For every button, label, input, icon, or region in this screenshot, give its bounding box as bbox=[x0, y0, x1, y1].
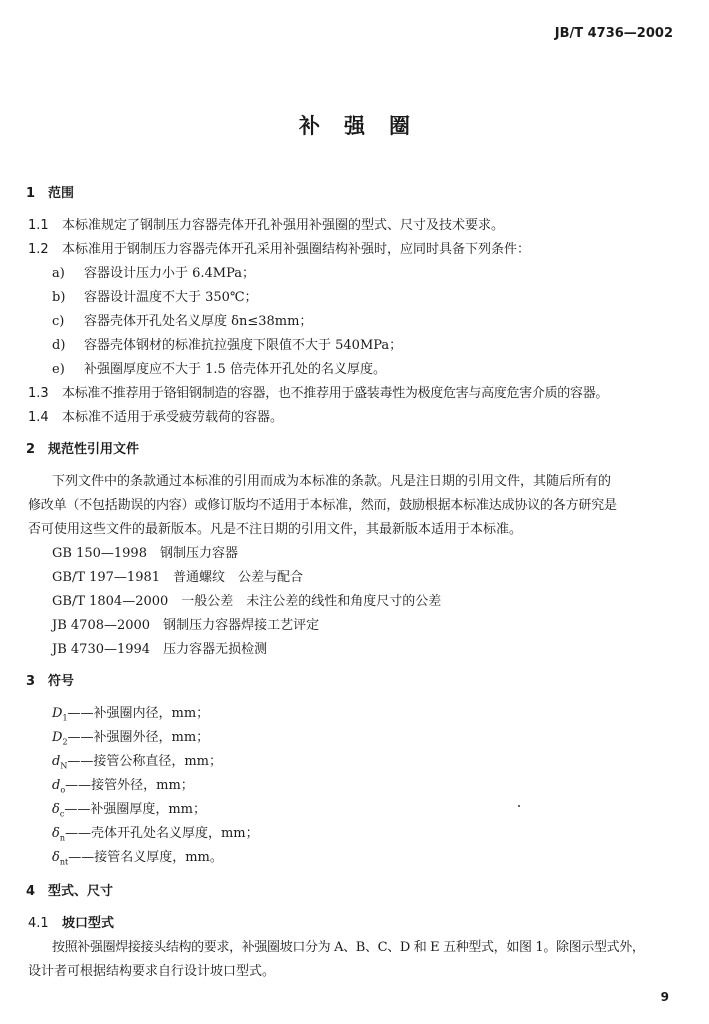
item-label: c) bbox=[52, 314, 65, 329]
reference-item: GB 150—1998 钢制压力容器 bbox=[52, 546, 238, 561]
reference-item: GB/T 1804—2000 一般公差 未注公差的线性和角度尺寸的公差 bbox=[52, 594, 442, 609]
clause-1-3 bbox=[28, 382, 608, 401]
clause-1-4 bbox=[28, 406, 283, 425]
symbol-subscript: nt bbox=[59, 857, 69, 867]
item-text: 容器壳体开孔处名义厚度 δn≤38mm； bbox=[84, 314, 313, 329]
clause-text: 本标准不推荐用于铬钼钢制造的容器，也不推荐用于盛装毒性为极度危害与高度危害介质的容器。 bbox=[62, 386, 609, 401]
symbol-definition bbox=[52, 822, 259, 843]
item-text: 容器壳体钢材的标准抗拉强度下限值不大于 540MPa； bbox=[84, 338, 403, 353]
section-number: 4 bbox=[26, 884, 36, 899]
section-title: 型式、尺寸 bbox=[48, 884, 114, 899]
page-number: 9 bbox=[660, 990, 669, 1004]
item-label: a) bbox=[52, 266, 65, 281]
clause-text: 本标准规定了钢制压力容器壳体开孔补强用补强圈的型式、尺寸及技术要求。 bbox=[62, 218, 505, 233]
clause-number: 4.1 bbox=[28, 916, 49, 931]
section-number: 3 bbox=[26, 674, 36, 689]
symbol-definition bbox=[52, 798, 206, 819]
list-item bbox=[52, 358, 386, 377]
clause-1-1 bbox=[28, 214, 504, 233]
symbol-definition bbox=[52, 726, 209, 747]
symbol-description: ——补强圈外径，mm； bbox=[67, 730, 210, 745]
clause-1-2 bbox=[28, 238, 530, 257]
clause-4-1-heading bbox=[28, 912, 114, 931]
symbol-definition bbox=[52, 750, 222, 771]
clause-number: 1.3 bbox=[28, 386, 49, 401]
clause-title: 坡口型式 bbox=[62, 916, 115, 931]
section-number: 1 bbox=[26, 186, 36, 201]
symbol: D bbox=[52, 706, 63, 721]
standard-code: JB/T 4736—2002 bbox=[554, 26, 673, 41]
paragraph-line: 下列文件中的条款通过本标准的引用而成为本标准的条款。凡是注日期的引用文件，其随后所有的 bbox=[52, 474, 612, 489]
list-item bbox=[52, 334, 402, 353]
item-label: d) bbox=[52, 338, 66, 353]
clause-number: 1.2 bbox=[28, 242, 49, 257]
symbol-subscript: 2 bbox=[62, 737, 68, 747]
clause-number: 1.1 bbox=[28, 218, 49, 233]
symbol: D bbox=[52, 730, 63, 745]
document-title: 补强圈 bbox=[299, 114, 434, 138]
clause-number: 1.4 bbox=[28, 410, 49, 425]
item-text: 容器设计压力小于 6.4MPa； bbox=[84, 266, 256, 281]
section-title: 规范性引用文件 bbox=[48, 442, 140, 457]
list-item bbox=[52, 262, 255, 281]
symbol-definition bbox=[52, 774, 194, 795]
section-3-heading bbox=[26, 670, 74, 689]
section-1-heading bbox=[26, 182, 74, 201]
symbol-description: ——接管公称直径，mm； bbox=[67, 754, 222, 769]
symbol: d bbox=[52, 754, 61, 769]
list-item bbox=[52, 286, 258, 305]
symbol-description: ——接管名义厚度，mm。 bbox=[68, 850, 223, 865]
symbol-subscript: N bbox=[60, 761, 68, 771]
item-label: b) bbox=[52, 290, 66, 305]
list-item bbox=[52, 310, 312, 329]
paragraph-line: 按照补强圈焊接接头结构的要求，补强圈坡口分为 A、B、C、D 和 E 五种型式，如图 1。除图示型式外， bbox=[52, 940, 645, 955]
symbol-definition bbox=[52, 702, 209, 723]
clause-text: 本标准不适用于承受疲劳载荷的容器。 bbox=[62, 410, 284, 425]
symbol-subscript: o bbox=[60, 785, 66, 795]
reference-item: JB 4708—2000 钢制压力容器焊接工艺评定 bbox=[52, 618, 320, 633]
symbol: d bbox=[52, 778, 61, 793]
symbol: δ bbox=[52, 850, 60, 865]
section-number: 2 bbox=[26, 442, 36, 457]
symbol-subscript: c bbox=[59, 809, 65, 819]
paragraph-line: 修改单（不包括勘误的内容）或修订版均不适用于本标准，然而，鼓励根据本标准达成协议的各方研究是 bbox=[28, 498, 617, 513]
symbol: δ bbox=[52, 802, 60, 817]
symbol-description: ——补强圈内径，mm； bbox=[67, 706, 210, 721]
reference-item: GB/T 197—1981 普通螺纹 公差与配合 bbox=[52, 570, 304, 585]
reference-item: JB 4730—1994 压力容器无损检测 bbox=[52, 642, 268, 657]
section-2-heading bbox=[26, 438, 139, 457]
paragraph-line: 设计者可根据结构要求自行设计坡口型式。 bbox=[28, 964, 276, 979]
scan-speck bbox=[518, 805, 520, 807]
item-text: 容器设计温度不大于 350℃； bbox=[84, 290, 258, 305]
clause-text: 本标准用于钢制压力容器壳体开孔采用补强圈结构补强时，应同时具备下列条件： bbox=[62, 242, 531, 257]
section-title: 范围 bbox=[48, 186, 75, 201]
symbol-description: ——接管外径，mm； bbox=[65, 778, 194, 793]
item-text: 补强圈厚度应不大于 1.5 倍壳体开孔处的名义厚度。 bbox=[84, 362, 386, 377]
symbol-subscript: n bbox=[59, 833, 65, 843]
symbol-description: ——补强圈厚度，mm； bbox=[64, 802, 206, 817]
symbol-description: ——壳体开孔处名义厚度，mm； bbox=[64, 826, 259, 841]
item-label: e) bbox=[52, 362, 65, 377]
symbol: δ bbox=[52, 826, 60, 841]
section-title: 符号 bbox=[48, 674, 75, 689]
symbol-subscript: 1 bbox=[62, 713, 68, 723]
symbol-definition bbox=[52, 846, 223, 867]
paragraph-line: 否可使用这些文件的最新版本。凡是不注日期的引用文件，其最新版本适用于本标准。 bbox=[28, 522, 523, 537]
section-4-heading bbox=[26, 880, 113, 899]
